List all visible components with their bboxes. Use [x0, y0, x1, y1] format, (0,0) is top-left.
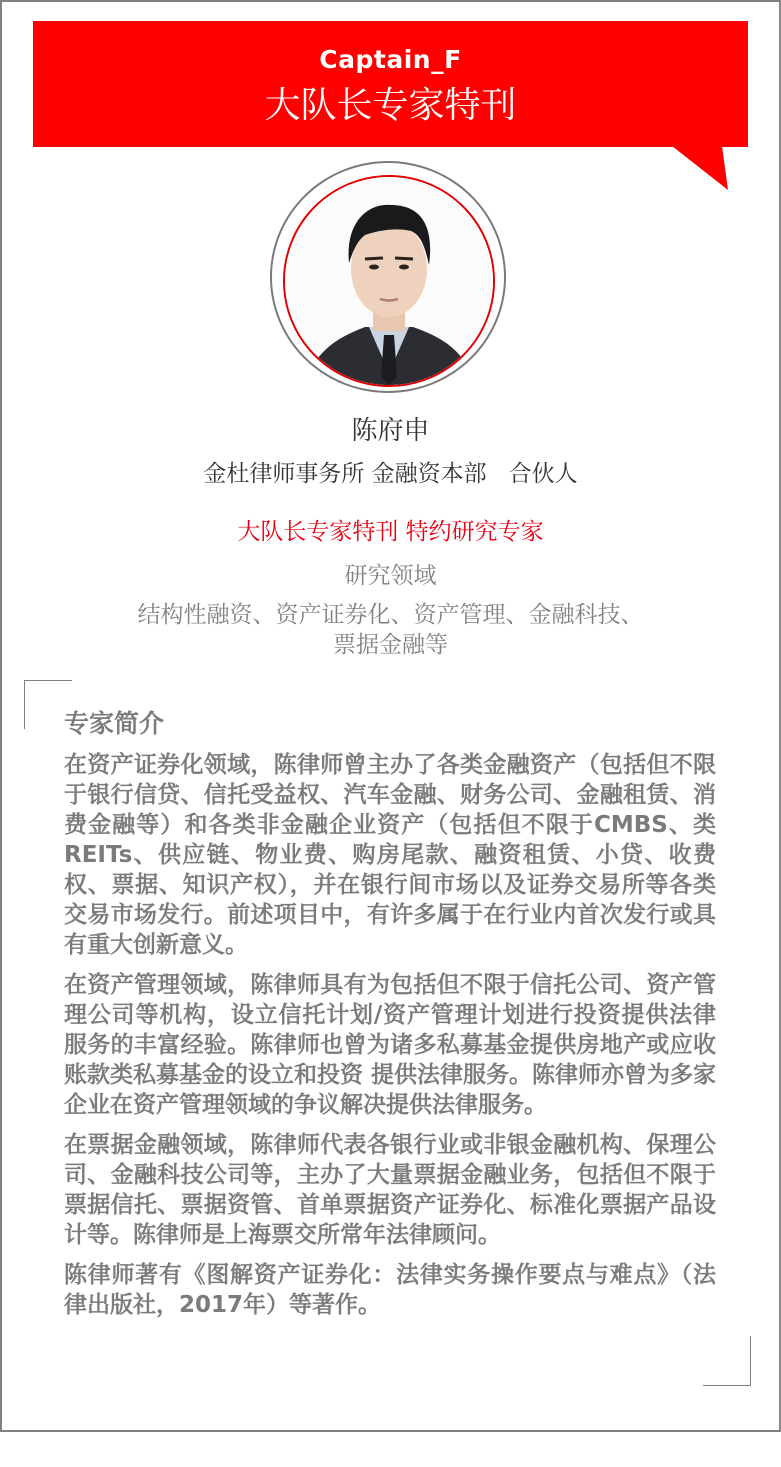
bio-section — [64, 706, 716, 1330]
bio-paragraph-securitization: 在资产证券化领域，陈律师曾主办了各类金融资产（包括但不限于银行信贷、信托受益权、汽车金融、财务公司、金融租赁、消费金融等）和各类非金融企业资产（包括但不限于CMBS、类REITs、供应链、物业费、购房尾款、融资租赁、小贷、收费权、票据、知识产权），并在银行间市场以及证券交易所等各类交易市场发行。前述项目中，有许多属于在行业内首次发行或具有重大创新意义。 — [64, 752, 716, 958]
expert-title — [0, 455, 781, 488]
research-fields — [0, 600, 781, 660]
corner-bracket-bottom-right — [703, 1336, 751, 1386]
portrait-photo-icon — [285, 177, 493, 385]
research-label: 研究领域 — [344, 563, 437, 589]
banner-title: Captain_F — [319, 45, 462, 74]
header-banner — [33, 21, 748, 147]
research-fields-line1: 结构性融资、资产证券化、资产管理、金融科技、 — [137, 602, 644, 628]
role: 合伙人 — [508, 461, 578, 487]
bio-paragraph-publications: 陈律师著有《图解资产证券化：法律实务操作要点与难点》（法律出版社，2017年）等著作。 — [64, 1262, 716, 1318]
bio-paragraph-asset-management: 在资产管理领域，陈律师具有为包括但不限于信托公司、资产管理公司等机构，设立信托计划/资产管理计划进行投资提供法律服务的丰富经验。陈律师也曾为诸多私募基金提供房地产或应收账款类私募基金的设立和投资 提供法律服务。陈律师亦曾为多家企业在资产管理领域的争议解决提供法律服务。 — [64, 972, 717, 1118]
bio-heading: 专家简介 — [64, 709, 165, 738]
expert-name: 陈府申 — [351, 416, 430, 446]
avatar — [283, 175, 495, 387]
special-title: 大队长专家特刊 特约研究专家 — [237, 519, 544, 545]
organization: 金杜律师事务所 金融资本部 — [203, 461, 487, 487]
bio-paragraph-bill-finance: 在票据金融领域，陈律师代表各银行业或非银金融机构、保理公司、金融科技公司等，主办了大量票据金融业务，包括但不限于票据信托、票据资管、首单票据资产证券化、标准化票据产品设计等。陈律师是上海票交所常年法律顾问。 — [64, 1132, 716, 1248]
banner-subtitle: 大队长专家特刊 — [264, 85, 517, 126]
research-fields-line2: 票据金融等 — [333, 632, 448, 658]
